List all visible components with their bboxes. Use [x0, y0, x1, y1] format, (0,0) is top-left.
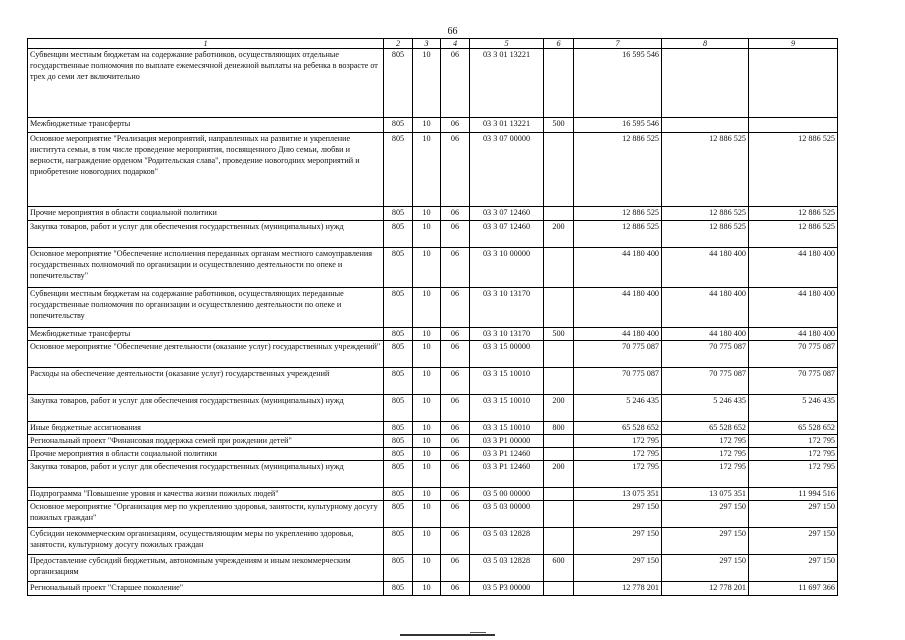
row-cell-c5: 03 3 15 00000	[470, 341, 544, 368]
row-cell-c4: 06	[441, 435, 470, 448]
row-cell-c2: 805	[384, 395, 413, 422]
row-cell-c7: 297 150	[574, 501, 662, 528]
row-cell-c6	[544, 207, 574, 221]
row-cell-c4: 06	[441, 528, 470, 555]
column-header: 9	[749, 39, 838, 49]
row-cell-c7: 172 795	[574, 461, 662, 488]
row-cell-c3: 10	[413, 488, 441, 501]
row-cell-c9: 70 775 087	[749, 341, 838, 368]
row-cell-c7: 297 150	[574, 555, 662, 582]
row-cell-c9: 44 180 400	[749, 248, 838, 288]
row-cell-c8: 297 150	[662, 555, 749, 582]
row-cell-c4: 06	[441, 422, 470, 435]
row-cell-c9: 172 795	[749, 461, 838, 488]
row-name-cell: Основное мероприятие "Обеспечение деятельности (оказание услуг) государственных учреждений"	[28, 341, 384, 368]
row-cell-c2: 805	[384, 341, 413, 368]
column-header: 3	[413, 39, 441, 49]
row-cell-c9	[749, 49, 838, 118]
column-header: 2	[384, 39, 413, 49]
row-cell-c7: 70 775 087	[574, 341, 662, 368]
row-cell-c8: 70 775 087	[662, 368, 749, 395]
row-cell-c9: 172 795	[749, 435, 838, 448]
row-cell-c6	[544, 248, 574, 288]
row-name-cell: Основное мероприятие "Организация мер по укреплению здоровья, занятости, культурному досугу пожилых граждан"	[28, 501, 384, 528]
row-cell-c8: 12 886 525	[662, 133, 749, 207]
row-name-cell: Иные бюджетные ассигнования	[28, 422, 384, 435]
column-header: 7	[574, 39, 662, 49]
row-cell-c7: 172 795	[574, 448, 662, 461]
row-cell-c3: 10	[413, 395, 441, 422]
row-cell-c2: 805	[384, 488, 413, 501]
row-cell-c6: 500	[544, 328, 574, 341]
row-cell-c6: 800	[544, 422, 574, 435]
header-row	[28, 39, 838, 49]
row-cell-c7: 12 886 525	[574, 207, 662, 221]
row-cell-c7: 5 246 435	[574, 395, 662, 422]
row-name-cell: Субвенции местным бюджетам на содержание работников, осуществляющих переданные государственные полномочия по организации и осуществлению деятельности по опеке и попечительству	[28, 288, 384, 328]
row-cell-c3: 10	[413, 555, 441, 582]
row-cell-c3: 10	[413, 368, 441, 395]
row-cell-c2: 805	[384, 528, 413, 555]
table-row	[28, 448, 838, 461]
row-cell-c2: 805	[384, 448, 413, 461]
row-cell-c2: 805	[384, 49, 413, 118]
row-cell-c4: 06	[441, 448, 470, 461]
row-cell-c2: 805	[384, 435, 413, 448]
row-cell-c9: 70 775 087	[749, 368, 838, 395]
row-cell-c5: 03 3 P1 00000	[470, 435, 544, 448]
column-header: 5	[470, 39, 544, 49]
row-name-cell: Закупка товаров, работ и услуг для обеспечения государственных (муниципальных) нужд	[28, 395, 384, 422]
column-header: 1	[28, 39, 384, 49]
row-name-cell: Региональный проект "Финансовая поддержка семей при рождении детей"	[28, 435, 384, 448]
row-name-cell: Региональный проект "Старшее поколение"	[28, 582, 384, 596]
table-row	[28, 488, 838, 501]
row-cell-c6	[544, 582, 574, 596]
row-cell-c4: 06	[441, 582, 470, 596]
row-cell-c2: 805	[384, 328, 413, 341]
column-header: 6	[544, 39, 574, 49]
row-cell-c2: 805	[384, 582, 413, 596]
row-cell-c7: 44 180 400	[574, 248, 662, 288]
row-cell-c6: 600	[544, 555, 574, 582]
row-cell-c2: 805	[384, 248, 413, 288]
row-cell-c7: 12 886 525	[574, 221, 662, 248]
row-cell-c7: 297 150	[574, 528, 662, 555]
row-cell-c3: 10	[413, 248, 441, 288]
row-cell-c4: 06	[441, 207, 470, 221]
row-cell-c6: 500	[544, 118, 574, 133]
row-cell-c4: 06	[441, 461, 470, 488]
row-cell-c5: 03 3 P1 12460	[470, 461, 544, 488]
row-cell-c4: 06	[441, 288, 470, 328]
row-cell-c3: 10	[413, 448, 441, 461]
row-name-cell: Основное мероприятие "Реализация мероприятий, направленных на развитие и укрепление института семьи, в том числе проведение мероприятия, посвященного Дню семьи, любви и верности, награждение орденом "Родительская слава", проведение новогодних мероприятий и приобретение новогодних подарков"	[28, 133, 384, 207]
table-row	[28, 435, 838, 448]
row-cell-c8: 70 775 087	[662, 341, 749, 368]
row-cell-c7: 172 795	[574, 435, 662, 448]
row-cell-c7: 16 595 546	[574, 49, 662, 118]
column-header: 4	[441, 39, 470, 49]
row-cell-c5: 03 3 P1 12460	[470, 448, 544, 461]
row-cell-c8: 5 246 435	[662, 395, 749, 422]
table-row	[28, 341, 838, 368]
row-cell-c8: 12 886 525	[662, 221, 749, 248]
row-cell-c9: 5 246 435	[749, 395, 838, 422]
row-cell-c5: 03 5 00 00000	[470, 488, 544, 501]
row-cell-c5: 03 5 03 12828	[470, 555, 544, 582]
table-row	[28, 49, 838, 118]
page-edge-mark	[400, 634, 495, 636]
row-cell-c6: 200	[544, 221, 574, 248]
row-cell-c7: 44 180 400	[574, 288, 662, 328]
row-cell-c5: 03 5 P3 00000	[470, 582, 544, 596]
table-row	[28, 133, 838, 207]
row-cell-c3: 10	[413, 422, 441, 435]
row-cell-c9: 11 994 516	[749, 488, 838, 501]
row-name-cell: Закупка товаров, работ и услуг для обеспечения государственных (муниципальных) нужд	[28, 461, 384, 488]
table-row	[28, 555, 838, 582]
row-cell-c2: 805	[384, 118, 413, 133]
row-cell-c5: 03 3 07 12460	[470, 207, 544, 221]
row-cell-c5: 03 3 07 12460	[470, 221, 544, 248]
table-row	[28, 221, 838, 248]
row-cell-c5: 03 3 07 00000	[470, 133, 544, 207]
budget-table	[27, 38, 838, 596]
row-cell-c7: 44 180 400	[574, 328, 662, 341]
row-cell-c8: 172 795	[662, 448, 749, 461]
row-cell-c2: 805	[384, 133, 413, 207]
row-cell-c8	[662, 118, 749, 133]
row-cell-c4: 06	[441, 501, 470, 528]
row-cell-c8: 297 150	[662, 501, 749, 528]
row-cell-c6	[544, 341, 574, 368]
row-cell-c6	[544, 368, 574, 395]
row-cell-c3: 10	[413, 528, 441, 555]
row-cell-c9: 297 150	[749, 501, 838, 528]
row-cell-c2: 805	[384, 422, 413, 435]
table-row	[28, 248, 838, 288]
row-cell-c3: 10	[413, 501, 441, 528]
row-cell-c9: 12 886 525	[749, 133, 838, 207]
row-cell-c5: 03 5 03 12828	[470, 528, 544, 555]
row-cell-c7: 13 075 351	[574, 488, 662, 501]
row-name-cell: Основное мероприятие "Обеспечение исполнения переданных органам местного самоуправления государственных полномочий по организации и осуществлению деятельности по опеке и попечительству"	[28, 248, 384, 288]
row-cell-c5: 03 3 10 00000	[470, 248, 544, 288]
row-cell-c6	[544, 488, 574, 501]
table-row	[28, 528, 838, 555]
row-cell-c4: 06	[441, 248, 470, 288]
row-cell-c3: 10	[413, 207, 441, 221]
table-row	[28, 207, 838, 221]
row-cell-c3: 10	[413, 461, 441, 488]
table-row	[28, 395, 838, 422]
row-cell-c4: 06	[441, 341, 470, 368]
row-cell-c6	[544, 49, 574, 118]
row-cell-c4: 06	[441, 49, 470, 118]
table-row	[28, 582, 838, 596]
row-cell-c5: 03 3 15 10010	[470, 368, 544, 395]
row-cell-c8: 44 180 400	[662, 248, 749, 288]
row-cell-c2: 805	[384, 207, 413, 221]
row-cell-c2: 805	[384, 501, 413, 528]
row-cell-c6	[544, 501, 574, 528]
row-cell-c4: 06	[441, 221, 470, 248]
row-name-cell: Субвенции местным бюджетам на содержание работников, осуществляющих отдельные государственные полномочия по выплате ежемесячной денежной выплаты на ребенка в возрасте от трех до семи лет включительно	[28, 49, 384, 118]
table-row	[28, 368, 838, 395]
row-cell-c8: 297 150	[662, 528, 749, 555]
row-cell-c5: 03 3 01 13221	[470, 49, 544, 118]
row-name-cell: Прочие мероприятия в области социальной политики	[28, 207, 384, 221]
row-cell-c5: 03 5 03 00000	[470, 501, 544, 528]
row-cell-c2: 805	[384, 461, 413, 488]
row-cell-c3: 10	[413, 435, 441, 448]
row-cell-c4: 06	[441, 133, 470, 207]
row-cell-c7: 16 595 546	[574, 118, 662, 133]
row-cell-c7: 65 528 652	[574, 422, 662, 435]
page-number: 66	[447, 26, 458, 37]
row-cell-c5: 03 3 10 13170	[470, 288, 544, 328]
row-cell-c6	[544, 133, 574, 207]
row-cell-c6	[544, 288, 574, 328]
table-row	[28, 422, 838, 435]
row-cell-c2: 805	[384, 555, 413, 582]
row-cell-c4: 06	[441, 555, 470, 582]
row-cell-c6: 200	[544, 461, 574, 488]
row-cell-c2: 805	[384, 288, 413, 328]
page-edge-mark	[470, 632, 486, 633]
row-cell-c9: 297 150	[749, 555, 838, 582]
table-row	[28, 328, 838, 341]
row-cell-c7: 12 886 525	[574, 133, 662, 207]
row-cell-c8: 65 528 652	[662, 422, 749, 435]
row-cell-c9: 12 886 525	[749, 207, 838, 221]
row-cell-c8: 13 075 351	[662, 488, 749, 501]
row-cell-c8: 172 795	[662, 461, 749, 488]
row-name-cell: Субсидии некоммерческим организациям, осуществляющим меры по укреплению здоровья, занятости, культурному досугу пожилых граждан	[28, 528, 384, 555]
table-row	[28, 288, 838, 328]
column-header: 8	[662, 39, 749, 49]
row-cell-c8: 12 886 525	[662, 207, 749, 221]
row-cell-c3: 10	[413, 49, 441, 118]
row-cell-c4: 06	[441, 118, 470, 133]
table-row	[28, 118, 838, 133]
row-cell-c4: 06	[441, 328, 470, 341]
row-cell-c3: 10	[413, 341, 441, 368]
row-cell-c6: 200	[544, 395, 574, 422]
row-name-cell: Подпрограмма "Повышение уровня и качества жизни пожилых людей"	[28, 488, 384, 501]
row-cell-c8	[662, 49, 749, 118]
row-cell-c5: 03 3 15 10010	[470, 395, 544, 422]
row-cell-c3: 10	[413, 118, 441, 133]
row-cell-c3: 10	[413, 328, 441, 341]
row-cell-c9: 44 180 400	[749, 288, 838, 328]
row-cell-c6	[544, 528, 574, 555]
row-name-cell: Межбюджетные трансферты	[28, 328, 384, 341]
row-cell-c9: 297 150	[749, 528, 838, 555]
row-name-cell: Предоставление субсидий бюджетным, автономным учреждениям и иным некоммерческим организациям	[28, 555, 384, 582]
row-cell-c4: 06	[441, 488, 470, 501]
row-cell-c9: 12 886 525	[749, 221, 838, 248]
row-name-cell: Закупка товаров, работ и услуг для обеспечения государственных (муниципальных) нужд	[28, 221, 384, 248]
row-cell-c6	[544, 435, 574, 448]
row-cell-c7: 70 775 087	[574, 368, 662, 395]
table-row	[28, 501, 838, 528]
row-cell-c4: 06	[441, 368, 470, 395]
row-name-cell: Расходы на обеспечение деятельности (оказание услуг) государственных учреждений	[28, 368, 384, 395]
row-cell-c7: 12 778 201	[574, 582, 662, 596]
row-cell-c8: 44 180 400	[662, 288, 749, 328]
row-cell-c4: 06	[441, 395, 470, 422]
row-cell-c9: 172 795	[749, 448, 838, 461]
row-cell-c3: 10	[413, 288, 441, 328]
row-cell-c9	[749, 118, 838, 133]
row-cell-c3: 10	[413, 221, 441, 248]
row-cell-c2: 805	[384, 368, 413, 395]
row-cell-c9: 11 697 366	[749, 582, 838, 596]
row-cell-c5: 03 3 10 13170	[470, 328, 544, 341]
row-cell-c8: 172 795	[662, 435, 749, 448]
row-cell-c5: 03 3 15 10010	[470, 422, 544, 435]
row-cell-c6	[544, 448, 574, 461]
row-cell-c5: 03 3 01 13221	[470, 118, 544, 133]
row-name-cell: Прочие мероприятия в области социальной политики	[28, 448, 384, 461]
table-row	[28, 461, 838, 488]
row-cell-c3: 10	[413, 133, 441, 207]
row-cell-c9: 44 180 400	[749, 328, 838, 341]
row-cell-c3: 10	[413, 582, 441, 596]
row-cell-c8: 44 180 400	[662, 328, 749, 341]
row-name-cell: Межбюджетные трансферты	[28, 118, 384, 133]
row-cell-c2: 805	[384, 221, 413, 248]
row-cell-c8: 12 778 201	[662, 582, 749, 596]
row-cell-c9: 65 528 652	[749, 422, 838, 435]
